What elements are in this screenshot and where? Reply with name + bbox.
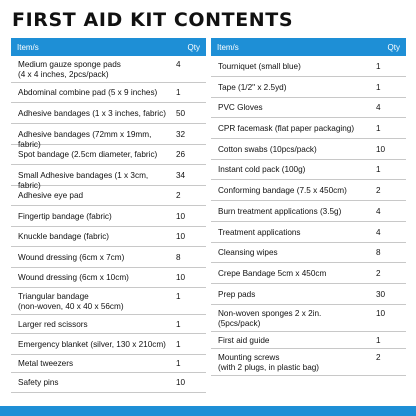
item-name: Abdominal combine pad (5 x 9 inches) <box>18 88 158 97</box>
item-quantity: 10 <box>176 212 186 221</box>
table-row <box>11 124 206 149</box>
item-quantity: 1 <box>376 83 381 92</box>
item-quantity: 4 <box>376 207 381 216</box>
item-name: Emergency blanket (silver, 130 x 210cm) <box>18 340 166 349</box>
item-name: Safety pins <box>18 378 59 387</box>
table-row <box>11 334 206 355</box>
item-name: Adhesive bandages (72mm x 19mm, fabric) <box>18 130 152 149</box>
table-row <box>11 268 206 288</box>
item-quantity: 32 <box>176 130 186 139</box>
item-name: Cotton swabs (10pcs/pack) <box>218 145 317 154</box>
qty-column-header: Qty <box>187 42 200 52</box>
item-name: Treatment applications <box>218 228 301 237</box>
item-name: Adhesive eye pad <box>18 191 84 200</box>
item-name: Medium gauze sponge pads (4 x 4 inches, 2pcs/pack) <box>18 60 121 79</box>
item-quantity: 10 <box>376 145 386 154</box>
table-row <box>211 180 406 201</box>
item-column-header: Item/s <box>17 42 39 52</box>
table-body <box>11 56 206 393</box>
item-quantity: 2 <box>376 269 381 278</box>
table-row <box>211 98 406 118</box>
item-name: Wound dressing (6cm x 7cm) <box>18 253 125 262</box>
item-name: Knuckle bandage (fabric) <box>18 232 110 241</box>
item-quantity: 8 <box>176 253 181 262</box>
item-column-header: Item/s <box>217 42 239 52</box>
item-quantity: 1 <box>376 124 381 133</box>
item-quantity: 8 <box>376 248 381 257</box>
item-name: Small Adhesive bandages (1 x 3cm, fabric) <box>18 171 149 190</box>
item-name: CPR facemask (flat paper packaging) <box>218 124 355 133</box>
item-quantity: 30 <box>376 290 386 299</box>
table-row <box>11 103 206 124</box>
item-name: Tape (1/2" x 2.5yd) <box>218 83 287 92</box>
table-row <box>11 247 206 268</box>
item-quantity: 4 <box>376 103 381 112</box>
item-quantity: 1 <box>176 359 181 368</box>
item-name: PVC Gloves <box>218 103 263 112</box>
table-body <box>211 56 406 376</box>
item-quantity: 2 <box>376 353 381 362</box>
table-row <box>211 77 406 98</box>
item-name: Triangular bandage (non-woven, 40 x 40 x 56cm) <box>18 292 124 311</box>
table-row <box>11 206 206 227</box>
item-name: First aid guide <box>218 336 270 345</box>
item-quantity: 10 <box>176 378 186 387</box>
item-quantity: 10 <box>176 273 186 282</box>
table-row <box>211 160 406 180</box>
item-name: Burn treatment applications (3.5g) <box>218 207 342 216</box>
item-quantity: 1 <box>176 320 181 329</box>
item-quantity: 1 <box>176 88 181 97</box>
item-quantity: 1 <box>376 336 381 345</box>
table-row <box>11 373 206 393</box>
table-row <box>11 355 206 373</box>
item-name: Spot bandage (2.5cm diameter, fabric) <box>18 150 158 159</box>
table-row <box>11 56 206 83</box>
table-row <box>211 139 406 160</box>
item-name: Fingertip bandage (fabric) <box>18 212 112 221</box>
item-quantity: 1 <box>376 62 381 71</box>
bottom-accent-bar <box>0 406 416 416</box>
table-row <box>11 165 206 190</box>
page-title: FIRST AID KIT CONTENTS <box>12 9 294 31</box>
table-row <box>211 201 406 222</box>
right-contents-table <box>211 38 406 376</box>
table-row <box>211 263 406 284</box>
item-name: Mounting screws (with 2 plugs, in plastic bag) <box>218 353 320 372</box>
table-row <box>11 315 206 334</box>
item-quantity: 2 <box>176 191 181 200</box>
table-row <box>211 332 406 349</box>
item-quantity: 4 <box>176 60 181 69</box>
item-name: Tourniquet (small blue) <box>218 62 301 71</box>
item-name: Cleansing wipes <box>218 248 278 257</box>
qty-column-header: Qty <box>387 42 400 52</box>
table-row <box>211 222 406 243</box>
table-row <box>211 243 406 263</box>
left-contents-table <box>11 38 206 393</box>
item-quantity: 1 <box>176 340 181 349</box>
item-name: Metal tweezers <box>18 359 74 368</box>
item-quantity: 1 <box>176 292 181 301</box>
item-name: Larger red scissors <box>18 320 88 329</box>
item-name: Conforming bandage (7.5 x 450cm) <box>218 186 347 195</box>
table-header <box>211 38 406 56</box>
table-row <box>211 118 406 139</box>
table-row <box>11 227 206 247</box>
item-name: Crepe Bandage 5cm x 450cm <box>218 269 327 278</box>
item-quantity: 34 <box>176 171 186 180</box>
table-row <box>211 284 406 305</box>
table-row <box>211 305 406 332</box>
item-name: Wound dressing (6cm x 10cm) <box>18 273 129 282</box>
item-name: Prep pads <box>218 290 256 299</box>
item-quantity: 1 <box>376 165 381 174</box>
table-row <box>211 56 406 77</box>
table-row <box>11 288 206 315</box>
item-quantity: 2 <box>376 186 381 195</box>
item-name: Instant cold pack (100g) <box>218 165 306 174</box>
item-quantity: 10 <box>376 309 386 318</box>
item-quantity: 26 <box>176 150 186 159</box>
table-row <box>11 83 206 103</box>
item-quantity: 50 <box>176 109 186 118</box>
table-header <box>11 38 206 56</box>
table-row <box>211 349 406 376</box>
item-quantity: 10 <box>176 232 186 241</box>
item-quantity: 4 <box>376 228 381 237</box>
item-name: Adhesive bandages (1 x 3 inches, fabric) <box>18 109 166 118</box>
item-name: Non-woven sponges 2 x 2in. (5pcs/pack) <box>218 309 322 328</box>
